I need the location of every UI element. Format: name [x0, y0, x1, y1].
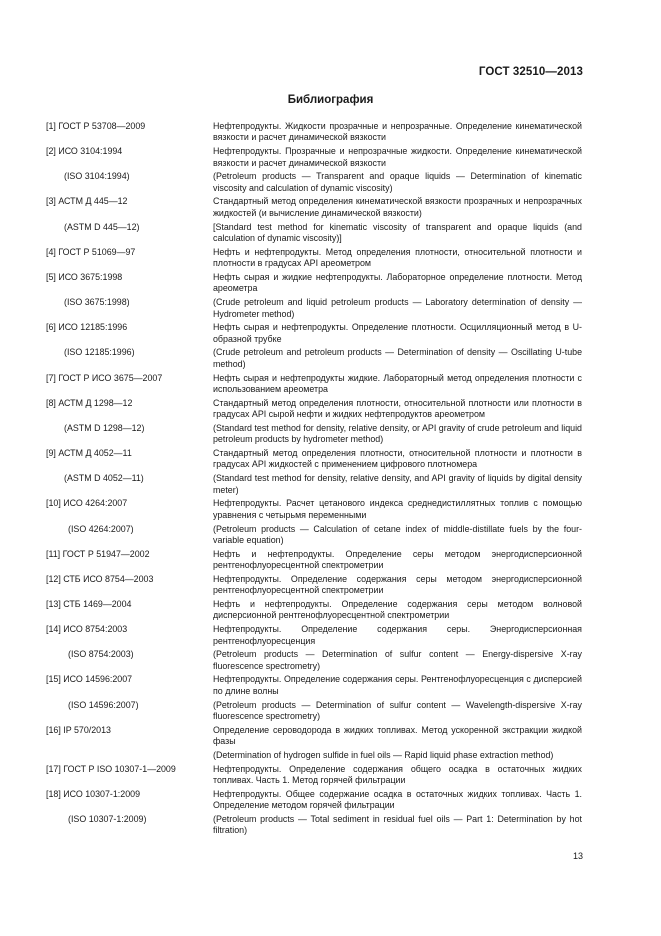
bibliography-entry	[46, 574, 582, 597]
bibliography-entry	[46, 624, 582, 647]
bibliography-entry	[46, 789, 582, 812]
entry-description-ru: Определение сероводорода в жидких топливах. Метод ускоренной экстракции жидкой фазы	[213, 724, 582, 747]
entry-reference: [15] ИСО 14596:2007	[46, 674, 133, 685]
entry-description	[213, 725, 582, 762]
entry-description: (Petroleum products — Transparent and opaque liquids — Determination of kinematic viscosity and calculation of dynamic viscosity)	[213, 171, 582, 193]
entry-reference: (ISO 14596:2007)	[68, 699, 139, 710]
entry-description: Нефтепродукты. Общее содержание осадка в остаточных жидких топливах. Часть 1. Определение методом горячей фильтрации	[213, 788, 582, 811]
entry-reference: (ISO 3104:1994)	[64, 171, 130, 182]
bibliography-entry	[46, 700, 582, 723]
bibliography-entry	[46, 524, 582, 547]
bibliography-entry	[46, 649, 582, 672]
entry-description: Нефть и нефтепродукты. Определение серы методом энергодисперсионной рентгенофлуоресцентной спектрометрии	[213, 548, 582, 571]
entry-description: (Standard test method for density, relative density, and API gravity of liquids by digital density meter)	[213, 473, 582, 495]
entry-reference: [6] ИСО 12185:1996	[46, 322, 128, 333]
entry-reference: [11] ГОСТ Р 51947—2002	[46, 548, 150, 559]
entry-description: Нефть и нефтепродукты. Определение содержания серы методом волновой дисперсионной рентгенофлуоресцентной спектрометрии	[213, 598, 582, 621]
entry-description-en: (Determination of hydrogen sulfide in fuel oils — Rapid liquid phase extraction method)	[213, 749, 554, 760]
entry-reference: [17] ГОСТ Р ISO 10307-1—2009	[46, 763, 176, 774]
entry-reference: [16] IP 570/2013	[46, 724, 111, 735]
entry-reference: [7] ГОСТ Р ИСО 3675—2007	[46, 372, 163, 383]
bibliography-list	[46, 121, 582, 839]
bibliography-entry	[46, 423, 582, 446]
entry-reference: [5] ИСО 3675:1998	[46, 271, 123, 282]
entry-description: Нефтепродукты. Определение содержания серы. Энергодисперсионная рентгенофлуоресценция	[213, 624, 582, 646]
entry-description: Нефтепродукты. Определение содержания серы методом энергодисперсионной рентгенофлуоресцентной спектрометрии	[213, 573, 582, 596]
entry-reference: (ISO 3675:1998)	[64, 297, 130, 308]
entry-reference: (ASTM D 445—12)	[64, 221, 140, 232]
bibliography-entry	[46, 247, 582, 270]
entry-description: Нефтепродукты. Прозрачные и непрозрачные жидкости. Определение кинематической вязкости и расчет динамической вязкости	[213, 146, 582, 168]
entry-description: Стандартный метод определения плотности, относительной плотности или плотности в градусах API сырой нефти и жидких нефтепродуктов ареометром	[213, 397, 582, 420]
page-number: 13	[572, 851, 583, 861]
entry-reference: [2] ИСО 3104:1994	[46, 146, 123, 157]
entry-description: [Standard test method for kinematic viscosity of transparent and opaque liquids (and calculation of dynamic viscosity)]	[213, 221, 582, 244]
entry-description: (Crude petroleum and petroleum products — Determination of density — Oscillating U-tube method)	[213, 347, 582, 369]
bibliography-entry	[46, 764, 582, 787]
entry-reference: (ASTM D 1298—12)	[64, 422, 145, 433]
entry-reference: [3] АСТМ Д 445—12	[46, 196, 128, 207]
entry-reference: (ISO 12185:1996)	[64, 347, 135, 358]
bibliography-entry	[46, 297, 582, 320]
bibliography-entry	[46, 448, 582, 471]
bibliography-entry	[46, 674, 582, 697]
entry-description: (Petroleum products — Calculation of cetane index of middle-distillate fuels by the four-variable equation)	[213, 523, 582, 545]
entry-reference: [4] ГОСТ Р 51069—97	[46, 246, 136, 257]
entry-reference: [8] АСТМ Д 1298—12	[46, 397, 133, 408]
bibliography-entry	[46, 322, 582, 345]
entry-description: Стандартный метод определения кинематической вязкости прозрачных и непрозрачных жидкостей (и вычисление динамической вязкости)	[213, 196, 582, 218]
bibliography-entry	[46, 272, 582, 295]
entry-reference: [14] ИСО 8754:2003	[46, 624, 128, 635]
bibliography-entry	[46, 599, 582, 622]
bibliography-entry	[46, 222, 582, 245]
entry-description: (Petroleum products — Total sediment in residual fuel oils — Part 1: Determination by hot filtration)	[213, 813, 582, 836]
standard-header: ГОСТ 32510—2013	[478, 66, 583, 78]
entry-reference: (ISO 8754:2003)	[68, 649, 134, 660]
bibliography-entry	[46, 498, 582, 521]
page-title: Библиография	[287, 94, 374, 106]
entry-description: (Standard test method for density, relative density, or API gravity of crude petroleum and liquid petroleum products by hydrometer method)	[213, 422, 582, 445]
entry-description: (Petroleum products — Determination of sulfur content — Energy-dispersive X-ray fluorescence spectrometry)	[213, 649, 582, 671]
bibliography-entry	[46, 347, 582, 370]
entry-reference: (ASTM D 4052—11)	[64, 473, 144, 484]
entry-reference: [10] ИСО 4264:2007	[46, 498, 128, 509]
entry-reference: (ISO 4264:2007)	[68, 523, 134, 534]
bibliography-entry	[46, 814, 582, 837]
entry-reference: [13] СТБ 1469—2004	[46, 598, 132, 609]
entry-reference: (ISO 10307-1:2009)	[68, 813, 147, 824]
bibliography-entry	[46, 196, 582, 219]
entry-description: Нефтепродукты. Расчет цетанового индекса среднедистиллятных топлив с помощью уравнения с четырьмя переменными	[213, 498, 582, 520]
entry-description: (Petroleum products — Determination of sulfur content — Wavelength-dispersive X-ray fluorescence spectrometry)	[213, 699, 582, 721]
bibliography-entry	[46, 373, 582, 396]
entry-description: Стандартный метод определения плотности, относительной плотности и плотности в градусах API жидкостей с применением цифрового плотномера	[213, 448, 582, 470]
entry-description: Нефтепродукты. Определение содержания серы. Рентгенофлуоресценция с дисперсией по длине волны	[213, 674, 582, 696]
entry-description: Нефть сырая и нефтепродукты. Определение плотности. Осцилляционный метод в U-образной трубке	[213, 322, 582, 344]
entry-description: Нефтепродукты. Жидкости прозрачные и непрозрачные. Определение кинематической вязкости и расчет динамической вязкости	[213, 121, 582, 143]
bibliography-entry	[46, 121, 582, 144]
entry-description: Нефть и нефтепродукты. Метод определения плотности, относительной плотности и плотности в градусах API ареометром	[213, 246, 582, 269]
entry-reference: [1] ГОСТ Р 53708—2009	[46, 121, 146, 131]
bibliography-entry	[46, 171, 582, 194]
entry-description: (Crude petroleum and liquid petroleum products — Laboratory determination of density — Hydrometer method)	[213, 297, 582, 319]
entry-reference: [9] АСТМ Д 4052—11	[46, 448, 132, 459]
entry-reference: [18] ИСО 10307-1:2009	[46, 788, 141, 799]
bibliography-entry	[46, 725, 582, 762]
bibliography-entry	[46, 398, 582, 421]
entry-description: Нефтепродукты. Определение содержания общего осадка в остаточных жидких топливах. Часть 1. Метод горячей фильтрации	[213, 763, 582, 786]
entry-description: Нефть сырая и жидкие нефтепродукты. Лабораторное определение плотности. Метод ареометра	[213, 271, 582, 294]
entry-reference: [12] СТБ ИСО 8754—2003	[46, 573, 154, 584]
bibliography-entry	[46, 146, 582, 169]
entry-description: Нефть сырая и нефтепродукты жидкие. Лабораторный метод определения плотности с использованием ареометра	[213, 372, 582, 394]
bibliography-entry	[46, 473, 582, 496]
bibliography-entry	[46, 549, 582, 572]
